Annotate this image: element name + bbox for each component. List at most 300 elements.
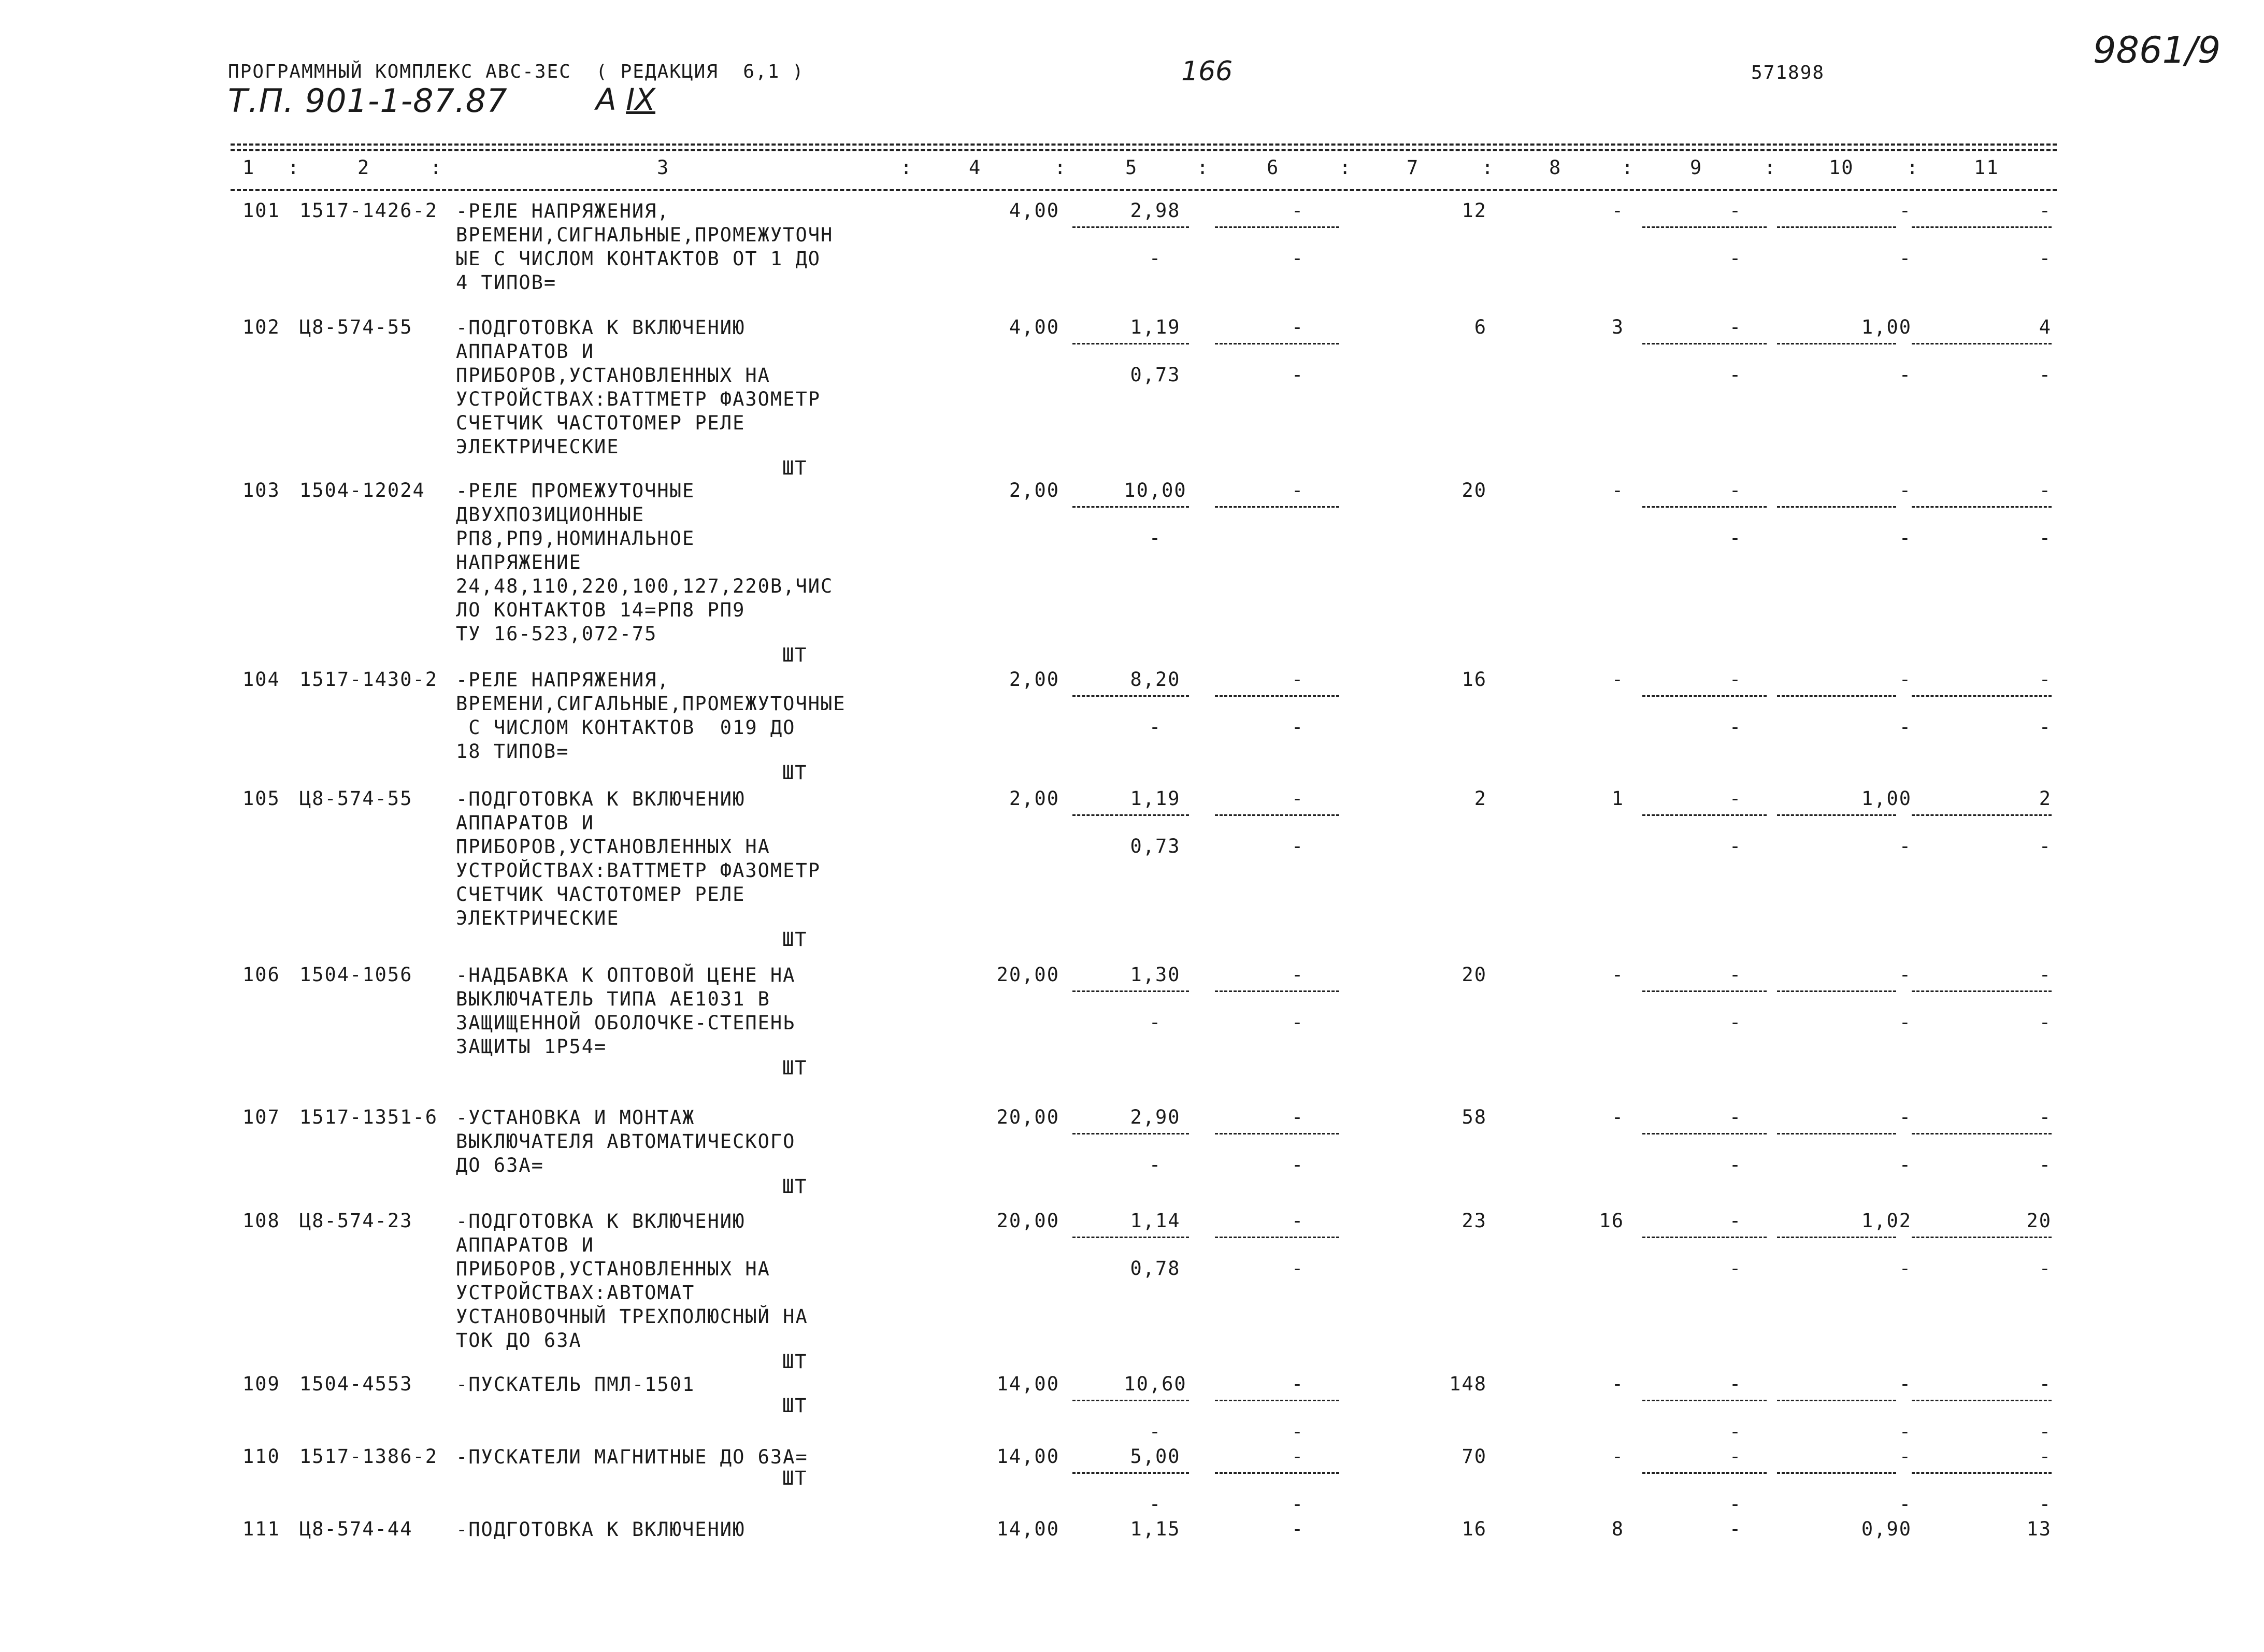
column-6-value: - bbox=[1291, 964, 1305, 986]
unit-cost-secondary: 0,73 bbox=[1130, 835, 1181, 857]
album-roman: IX bbox=[626, 82, 655, 117]
unit-label: ШТ bbox=[782, 1057, 808, 1079]
description-line: СЧЕТЧИК ЧАСТОТОМЕР РЕЛЕ bbox=[456, 412, 746, 434]
column-separator: : bbox=[288, 156, 300, 179]
description-line: ВРЕМЕНИ,СИГАЛЬНЫЕ,ПРОМЕЖУТОЧНЫЕ bbox=[456, 693, 846, 715]
description-line: ЗАЩИЩЕННОЙ ОБОЛОЧКЕ-СТЕПЕНЬ bbox=[456, 1012, 796, 1034]
total-cost-value: 70 bbox=[1461, 1445, 1487, 1468]
norm-code: 1517-1430-2 bbox=[299, 668, 438, 691]
work-description bbox=[456, 1210, 808, 1353]
quantity-value: 4,00 bbox=[1009, 199, 1059, 222]
description-line: УСТРОЙСТВАХ:ВАТТМЕТР ФАЗОМЕТР bbox=[456, 388, 821, 410]
cell-divider-line bbox=[1642, 990, 1767, 992]
description-line: ПРИБОРОВ,УСТАНОВЛЕННЫХ НА bbox=[456, 364, 770, 386]
column-header-9: 9 bbox=[1690, 156, 1703, 179]
cell-divider-line bbox=[1777, 814, 1896, 816]
column-10-secondary: - bbox=[1899, 1257, 1912, 1280]
column-6-value: - bbox=[1291, 787, 1305, 810]
total-cost-value: 6 bbox=[1474, 316, 1487, 338]
column-header-5: 5 bbox=[1125, 156, 1138, 179]
sheet-number: 166 bbox=[1181, 56, 1233, 87]
unit-cost-value: 8,20 bbox=[1130, 668, 1181, 691]
description-line: -ПОДГОТОВКА К ВКЛЮЧЕНИЮ bbox=[456, 1210, 746, 1232]
column-separator: : bbox=[1907, 156, 1919, 179]
total-cost-value: 20 bbox=[1461, 479, 1487, 501]
quantity-value: 14,00 bbox=[996, 1373, 1059, 1395]
row-number: 106 bbox=[242, 964, 280, 986]
column-6-value: - bbox=[1291, 1445, 1305, 1468]
cell-divider-line bbox=[1642, 814, 1767, 816]
description-line: СЧЕТЧИК ЧАСТОТОМЕР РЕЛЕ bbox=[456, 883, 746, 906]
description-line: ЗАЩИТЫ 1Р54= bbox=[456, 1036, 607, 1058]
column-11-value: 20 bbox=[2026, 1210, 2052, 1232]
table-top-rule-2 bbox=[231, 149, 2057, 151]
total-cost-value: 148 bbox=[1449, 1373, 1487, 1395]
row-number: 109 bbox=[242, 1373, 280, 1395]
column-header-6: 6 bbox=[1267, 156, 1280, 179]
unit-cost-secondary: - bbox=[1149, 1154, 1162, 1176]
column-8-value: 8 bbox=[1611, 1518, 1624, 1540]
cell-divider-line bbox=[1777, 343, 1896, 344]
column-11-secondary: - bbox=[2039, 1493, 2052, 1515]
description-line: УСТРОЙСТВАХ:АВТОМАТ bbox=[456, 1282, 695, 1304]
column-10-secondary: - bbox=[1899, 835, 1912, 857]
column-11-secondary: - bbox=[2039, 835, 2052, 857]
column-separator: : bbox=[1764, 156, 1777, 179]
column-10-secondary: - bbox=[1899, 247, 1912, 269]
unit-cost-value: 10,00 bbox=[1124, 479, 1187, 501]
cell-divider-line bbox=[1642, 343, 1767, 344]
quantity-value: 2,00 bbox=[1009, 668, 1059, 691]
column-10-value: - bbox=[1899, 199, 1912, 222]
cell-divider-line bbox=[1642, 506, 1767, 508]
column-9-secondary: - bbox=[1729, 835, 1742, 857]
total-cost-value: 58 bbox=[1461, 1106, 1487, 1128]
column-10-value: - bbox=[1899, 668, 1912, 691]
unit-label: ШТ bbox=[782, 644, 808, 666]
unit-cost-secondary: - bbox=[1149, 1011, 1162, 1033]
column-header-10: 10 bbox=[1829, 156, 1854, 179]
cell-divider-line bbox=[1072, 1400, 1189, 1401]
cell-divider-line bbox=[1642, 1472, 1767, 1474]
description-line: ЫЕ С ЧИСЛОМ КОНТАКТОВ ОТ 1 ДО bbox=[456, 248, 821, 270]
description-line: УСТАНОВОЧНЫЙ ТРЕХПОЛЮСНЫЙ НА bbox=[456, 1305, 808, 1328]
cell-divider-line bbox=[1215, 343, 1339, 344]
column-8-value: 16 bbox=[1599, 1210, 1624, 1232]
norm-code: 1517-1386-2 bbox=[299, 1445, 438, 1468]
column-9-secondary: - bbox=[1729, 716, 1742, 738]
column-8-value: - bbox=[1611, 964, 1624, 986]
cell-divider-line bbox=[1777, 226, 1896, 228]
cell-divider-line bbox=[1072, 506, 1189, 508]
quantity-value: 2,00 bbox=[1009, 787, 1059, 810]
norm-code: 1504-4553 bbox=[299, 1373, 413, 1395]
column-6-secondary: - bbox=[1291, 364, 1305, 386]
work-description bbox=[456, 1106, 795, 1177]
description-line: -РЕЛЕ НАПРЯЖЕНИЯ, bbox=[456, 200, 670, 222]
total-cost-value: 12 bbox=[1461, 199, 1487, 222]
column-11-value: - bbox=[2039, 964, 2052, 986]
quantity-value: 2,00 bbox=[1009, 479, 1059, 501]
description-line: ВЫКЛЮЧАТЕЛЬ ТИПА АЕ1031 В bbox=[456, 988, 770, 1010]
column-10-secondary: - bbox=[1899, 364, 1912, 386]
column-6-secondary: - bbox=[1291, 1420, 1305, 1443]
cell-divider-line bbox=[1642, 695, 1767, 697]
description-line: 18 ТИПОВ= bbox=[456, 740, 569, 763]
column-9-value: - bbox=[1729, 316, 1742, 338]
column-9-secondary: - bbox=[1729, 1011, 1742, 1033]
description-line: УСТРОЙСТВАХ:ВАТТМЕТР ФАЗОМЕТР bbox=[456, 859, 821, 882]
column-10-value: - bbox=[1899, 1373, 1912, 1395]
project-number: Т.П. 901-1-87.87 bbox=[228, 82, 508, 120]
unit-cost-secondary: 0,78 bbox=[1130, 1257, 1181, 1280]
column-separator: : bbox=[900, 156, 913, 179]
description-line: ДО 63А= bbox=[456, 1154, 544, 1176]
column-10-value: - bbox=[1899, 964, 1912, 986]
work-description bbox=[456, 316, 821, 459]
work-description bbox=[456, 1373, 695, 1397]
quantity-value: 20,00 bbox=[996, 1210, 1059, 1232]
description-line: АППАРАТОВ И bbox=[456, 340, 595, 363]
column-9-value: - bbox=[1729, 668, 1742, 691]
cell-divider-line bbox=[1215, 1472, 1339, 1474]
cell-divider-line bbox=[1072, 814, 1189, 816]
description-line: ТОК ДО 63А bbox=[456, 1329, 582, 1352]
unit-label: ШТ bbox=[782, 1467, 808, 1489]
description-line: 24,48,110,220,100,127,220В,ЧИС bbox=[456, 575, 834, 597]
column-6-secondary: - bbox=[1291, 1011, 1305, 1033]
cell-divider-line bbox=[1912, 814, 2052, 816]
cell-divider-line bbox=[1777, 1133, 1896, 1134]
column-6-secondary: - bbox=[1291, 1257, 1305, 1280]
column-9-value: - bbox=[1729, 1106, 1742, 1128]
column-6-secondary: - bbox=[1291, 247, 1305, 269]
description-line: -ПУСКАТЕЛИ МАГНИТНЫЕ ДО 63А= bbox=[456, 1446, 808, 1468]
row-number: 102 bbox=[242, 316, 280, 338]
column-header-4: 4 bbox=[969, 156, 982, 179]
column-10-value: 0,90 bbox=[1861, 1518, 1912, 1540]
unit-cost-value: 1,30 bbox=[1130, 964, 1181, 986]
norm-code: Ц8-574-23 bbox=[299, 1210, 413, 1232]
description-line: ТУ 16-523,072-75 bbox=[456, 623, 657, 645]
column-8-value: - bbox=[1611, 1445, 1624, 1468]
description-line: ЭЛЕКТРИЧЕСКИЕ bbox=[456, 907, 620, 929]
column-10-secondary: - bbox=[1899, 716, 1912, 738]
unit-label: ШТ bbox=[782, 1395, 808, 1417]
unit-label: ШТ bbox=[782, 1175, 808, 1198]
unit-cost-value: 2,90 bbox=[1130, 1106, 1181, 1128]
column-6-value: - bbox=[1291, 316, 1305, 338]
column-separator: : bbox=[1482, 156, 1495, 179]
header-bottom-rule bbox=[231, 189, 2057, 191]
unit-cost-value: 2,98 bbox=[1130, 199, 1181, 222]
column-6-secondary: - bbox=[1291, 1493, 1305, 1515]
column-11-value: 13 bbox=[2026, 1518, 2052, 1540]
column-8-value: 3 bbox=[1611, 316, 1624, 338]
column-6-value: - bbox=[1291, 1210, 1305, 1232]
description-line: -НАДБАВКА К ОПТОВОЙ ЦЕНЕ НА bbox=[456, 964, 796, 986]
column-10-secondary: - bbox=[1899, 527, 1912, 549]
unit-cost-secondary: - bbox=[1149, 527, 1162, 549]
column-header-2: 2 bbox=[357, 156, 370, 179]
column-6-value: - bbox=[1291, 668, 1305, 691]
total-cost-value: 2 bbox=[1474, 787, 1487, 810]
column-11-value: 4 bbox=[2039, 316, 2052, 338]
cell-divider-line bbox=[1072, 343, 1189, 344]
column-9-value: - bbox=[1729, 1210, 1742, 1232]
cell-divider-line bbox=[1777, 695, 1896, 697]
row-number: 103 bbox=[242, 479, 280, 501]
column-11-secondary: - bbox=[2039, 364, 2052, 386]
cell-divider-line bbox=[1912, 1400, 2052, 1401]
unit-cost-value: 1,14 bbox=[1130, 1210, 1181, 1232]
description-line: ПРИБОРОВ,УСТАНОВЛЕННЫХ НА bbox=[456, 1258, 770, 1280]
cell-divider-line bbox=[1912, 990, 2052, 992]
column-9-value: - bbox=[1729, 1373, 1742, 1395]
column-11-value: 2 bbox=[2039, 787, 2052, 810]
column-8-value: - bbox=[1611, 668, 1624, 691]
column-6-value: - bbox=[1291, 1373, 1305, 1395]
archive-number: 9861/9 bbox=[2093, 29, 2221, 71]
norm-code: 1504-1056 bbox=[299, 964, 413, 986]
column-separator: : bbox=[1054, 156, 1067, 179]
unit-cost-secondary: - bbox=[1149, 1493, 1162, 1515]
unit-label: ШТ bbox=[782, 762, 808, 784]
cell-divider-line bbox=[1642, 1400, 1767, 1401]
quantity-value: 4,00 bbox=[1009, 316, 1059, 338]
column-9-secondary: - bbox=[1729, 527, 1742, 549]
unit-cost-value: 1,19 bbox=[1130, 316, 1181, 338]
row-number: 111 bbox=[242, 1518, 280, 1540]
column-9-secondary: - bbox=[1729, 1420, 1742, 1443]
order-code: 571898 bbox=[1751, 62, 1825, 83]
cell-divider-line bbox=[1215, 506, 1339, 508]
norm-code: 1504-12024 bbox=[299, 479, 425, 501]
description-line: ЭЛЕКТРИЧЕСКИЕ bbox=[456, 436, 620, 458]
column-10-value: 1,00 bbox=[1861, 316, 1912, 338]
row-number: 108 bbox=[242, 1210, 280, 1232]
cell-divider-line bbox=[1215, 814, 1339, 816]
column-6-secondary: - bbox=[1291, 1154, 1305, 1176]
column-6-secondary: - bbox=[1291, 716, 1305, 738]
column-9-secondary: - bbox=[1729, 247, 1742, 269]
column-10-value: - bbox=[1899, 1445, 1912, 1468]
quantity-value: 14,00 bbox=[996, 1518, 1059, 1540]
column-9-secondary: - bbox=[1729, 1493, 1742, 1515]
work-description bbox=[456, 1445, 808, 1469]
column-8-value: 1 bbox=[1611, 787, 1624, 810]
description-line: НАПРЯЖЕНИЕ bbox=[456, 551, 582, 573]
work-description bbox=[456, 199, 833, 295]
cell-divider-line bbox=[1912, 506, 2052, 508]
cell-divider-line bbox=[1072, 1237, 1189, 1238]
cell-divider-line bbox=[1642, 226, 1767, 228]
cell-divider-line bbox=[1072, 695, 1189, 697]
row-number: 107 bbox=[242, 1106, 280, 1128]
column-9-value: - bbox=[1729, 1445, 1742, 1468]
cell-divider-line bbox=[1777, 990, 1896, 992]
cell-divider-line bbox=[1215, 1400, 1339, 1401]
description-line: ДВУХПОЗИЦИОННЫЕ bbox=[456, 504, 645, 526]
column-9-value: - bbox=[1729, 964, 1742, 986]
column-11-value: - bbox=[2039, 1373, 2052, 1395]
column-header-1: 1 bbox=[242, 156, 255, 179]
column-10-secondary: - bbox=[1899, 1420, 1912, 1443]
cell-divider-line bbox=[1642, 1133, 1767, 1134]
column-8-value: - bbox=[1611, 479, 1624, 501]
album-mark bbox=[596, 82, 655, 117]
norm-code: 1517-1351-6 bbox=[299, 1106, 438, 1128]
cell-divider-line bbox=[1777, 1237, 1896, 1238]
column-8-value: - bbox=[1611, 1373, 1624, 1395]
unit-cost-value: 5,00 bbox=[1130, 1445, 1181, 1468]
column-9-secondary: - bbox=[1729, 364, 1742, 386]
unit-cost-value: 10,60 bbox=[1124, 1373, 1187, 1395]
cell-divider-line bbox=[1072, 990, 1189, 992]
column-9-value: - bbox=[1729, 787, 1742, 810]
column-separator: : bbox=[1622, 156, 1635, 179]
column-9-secondary: - bbox=[1729, 1257, 1742, 1280]
cell-divider-line bbox=[1912, 1472, 2052, 1474]
column-11-value: - bbox=[2039, 199, 2052, 222]
unit-cost-secondary: - bbox=[1149, 1420, 1162, 1443]
work-description bbox=[456, 668, 846, 764]
description-line: ЛО КОНТАКТОВ 14=РП8 РП9 bbox=[456, 599, 746, 621]
total-cost-value: 23 bbox=[1461, 1210, 1487, 1232]
unit-label: ШТ bbox=[782, 928, 808, 951]
column-11-secondary: - bbox=[2039, 247, 2052, 269]
column-8-value: - bbox=[1611, 1106, 1624, 1128]
cell-divider-line bbox=[1642, 1237, 1767, 1238]
unit-cost-value: 1,19 bbox=[1130, 787, 1181, 810]
column-10-value: 1,02 bbox=[1861, 1210, 1912, 1232]
description-line: -ПОДГОТОВКА К ВКЛЮЧЕНИЮ bbox=[456, 788, 746, 810]
quantity-value: 14,00 bbox=[996, 1445, 1059, 1468]
column-header-11: 11 bbox=[1974, 156, 1999, 179]
column-6-value: - bbox=[1291, 1106, 1305, 1128]
column-9-value: - bbox=[1729, 479, 1742, 501]
description-line: ВЫКЛЮЧАТЕЛЯ АВТОМАТИЧЕСКОГО bbox=[456, 1130, 796, 1153]
column-10-secondary: - bbox=[1899, 1011, 1912, 1033]
column-11-value: - bbox=[2039, 1445, 2052, 1468]
norm-code: Ц8-574-44 bbox=[299, 1518, 413, 1540]
column-10-value: - bbox=[1899, 479, 1912, 501]
column-9-value: - bbox=[1729, 199, 1742, 222]
column-10-value: - bbox=[1899, 1106, 1912, 1128]
description-line: АППАРАТОВ И bbox=[456, 812, 595, 834]
cell-divider-line bbox=[1912, 1133, 2052, 1134]
cell-divider-line bbox=[1912, 695, 2052, 697]
album-letter: А bbox=[596, 82, 617, 117]
cell-divider-line bbox=[1912, 226, 2052, 228]
unit-cost-value: 1,15 bbox=[1130, 1518, 1181, 1540]
description-line: -ПОДГОТОВКА К ВКЛЮЧЕНИЮ bbox=[456, 1518, 746, 1541]
program-line: ПРОГРАММНЫЙ КОМПЛЕКС АВС-3ЕС ( РЕДАКЦИЯ 6,1 ) bbox=[228, 61, 805, 82]
column-11-secondary: - bbox=[2039, 527, 2052, 549]
row-number: 105 bbox=[242, 787, 280, 810]
work-description bbox=[456, 479, 833, 646]
column-6-value: - bbox=[1291, 1518, 1305, 1540]
cell-divider-line bbox=[1072, 1472, 1189, 1474]
description-line: -УСТАНОВКА И МОНТАЖ bbox=[456, 1107, 695, 1129]
row-number: 101 bbox=[242, 199, 280, 222]
column-6-secondary: - bbox=[1291, 835, 1305, 857]
cell-divider-line bbox=[1912, 1237, 2052, 1238]
column-header-7: 7 bbox=[1407, 156, 1420, 179]
total-cost-value: 16 bbox=[1461, 668, 1487, 691]
column-11-value: - bbox=[2039, 479, 2052, 501]
column-separator: : bbox=[430, 156, 443, 179]
column-10-secondary: - bbox=[1899, 1154, 1912, 1176]
column-10-secondary: - bbox=[1899, 1493, 1912, 1515]
column-header-8: 8 bbox=[1549, 156, 1562, 179]
total-cost-value: 16 bbox=[1461, 1518, 1487, 1540]
work-description bbox=[456, 787, 821, 930]
description-line: 4 ТИПОВ= bbox=[456, 271, 557, 294]
column-11-secondary: - bbox=[2039, 1420, 2052, 1443]
description-line: -РЕЛЕ НАПРЯЖЕНИЯ, bbox=[456, 669, 670, 691]
cell-divider-line bbox=[1912, 343, 2052, 344]
quantity-value: 20,00 bbox=[996, 964, 1059, 986]
quantity-value: 20,00 bbox=[996, 1106, 1059, 1128]
cell-divider-line bbox=[1215, 1237, 1339, 1238]
column-11-value: - bbox=[2039, 1106, 2052, 1128]
cell-divider-line bbox=[1777, 1472, 1896, 1474]
norm-code: 1517-1426-2 bbox=[299, 199, 438, 222]
column-separator: : bbox=[1339, 156, 1352, 179]
description-line: РП8,РП9,НОМИНАЛЬНОЕ bbox=[456, 527, 695, 550]
description-line: АППАРАТОВ И bbox=[456, 1234, 595, 1256]
column-11-secondary: - bbox=[2039, 1011, 2052, 1033]
cell-divider-line bbox=[1777, 506, 1896, 508]
cell-divider-line bbox=[1215, 1133, 1339, 1134]
description-line: -ПОДГОТОВКА К ВКЛЮЧЕНИЮ bbox=[456, 317, 746, 339]
row-number: 110 bbox=[242, 1445, 280, 1468]
unit-cost-secondary: 0,73 bbox=[1130, 364, 1181, 386]
description-line: ПРИБОРОВ,УСТАНОВЛЕННЫХ НА bbox=[456, 836, 770, 858]
unit-label: ШТ bbox=[782, 457, 808, 479]
column-separator: : bbox=[1197, 156, 1210, 179]
description-line: С ЧИСЛОМ КОНТАКТОВ 019 ДО bbox=[456, 716, 796, 739]
column-11-secondary: - bbox=[2039, 1154, 2052, 1176]
cell-divider-line bbox=[1215, 695, 1339, 697]
description-line: -ПУСКАТЕЛЬ ПМЛ-1501 bbox=[456, 1373, 695, 1396]
cell-divider-line bbox=[1215, 226, 1339, 228]
cell-divider-line bbox=[1215, 990, 1339, 992]
column-11-value: - bbox=[2039, 668, 2052, 691]
cell-divider-line bbox=[1777, 1400, 1896, 1401]
norm-code: Ц8-574-55 bbox=[299, 316, 413, 338]
norm-code: Ц8-574-55 bbox=[299, 787, 413, 810]
total-cost-value: 20 bbox=[1461, 964, 1487, 986]
column-11-secondary: - bbox=[2039, 1257, 2052, 1280]
column-10-value: 1,00 bbox=[1861, 787, 1912, 810]
description-line: -РЕЛЕ ПРОМЕЖУТОЧНЫЕ bbox=[456, 480, 695, 502]
table-top-rule bbox=[231, 143, 2057, 146]
cell-divider-line bbox=[1072, 1133, 1189, 1134]
column-header-3: 3 bbox=[657, 156, 670, 179]
work-description bbox=[456, 1518, 745, 1542]
unit-cost-secondary: - bbox=[1149, 247, 1162, 269]
description-line: ВРЕМЕНИ,СИГНАЛЬНЫЕ,ПРОМЕЖУТОЧН bbox=[456, 224, 834, 246]
work-description bbox=[456, 964, 795, 1059]
unit-label: ШТ bbox=[782, 1351, 808, 1373]
cell-divider-line bbox=[1072, 226, 1189, 228]
unit-cost-secondary: - bbox=[1149, 716, 1162, 738]
column-6-value: - bbox=[1291, 479, 1305, 501]
column-11-secondary: - bbox=[2039, 716, 2052, 738]
column-9-value: - bbox=[1729, 1518, 1742, 1540]
